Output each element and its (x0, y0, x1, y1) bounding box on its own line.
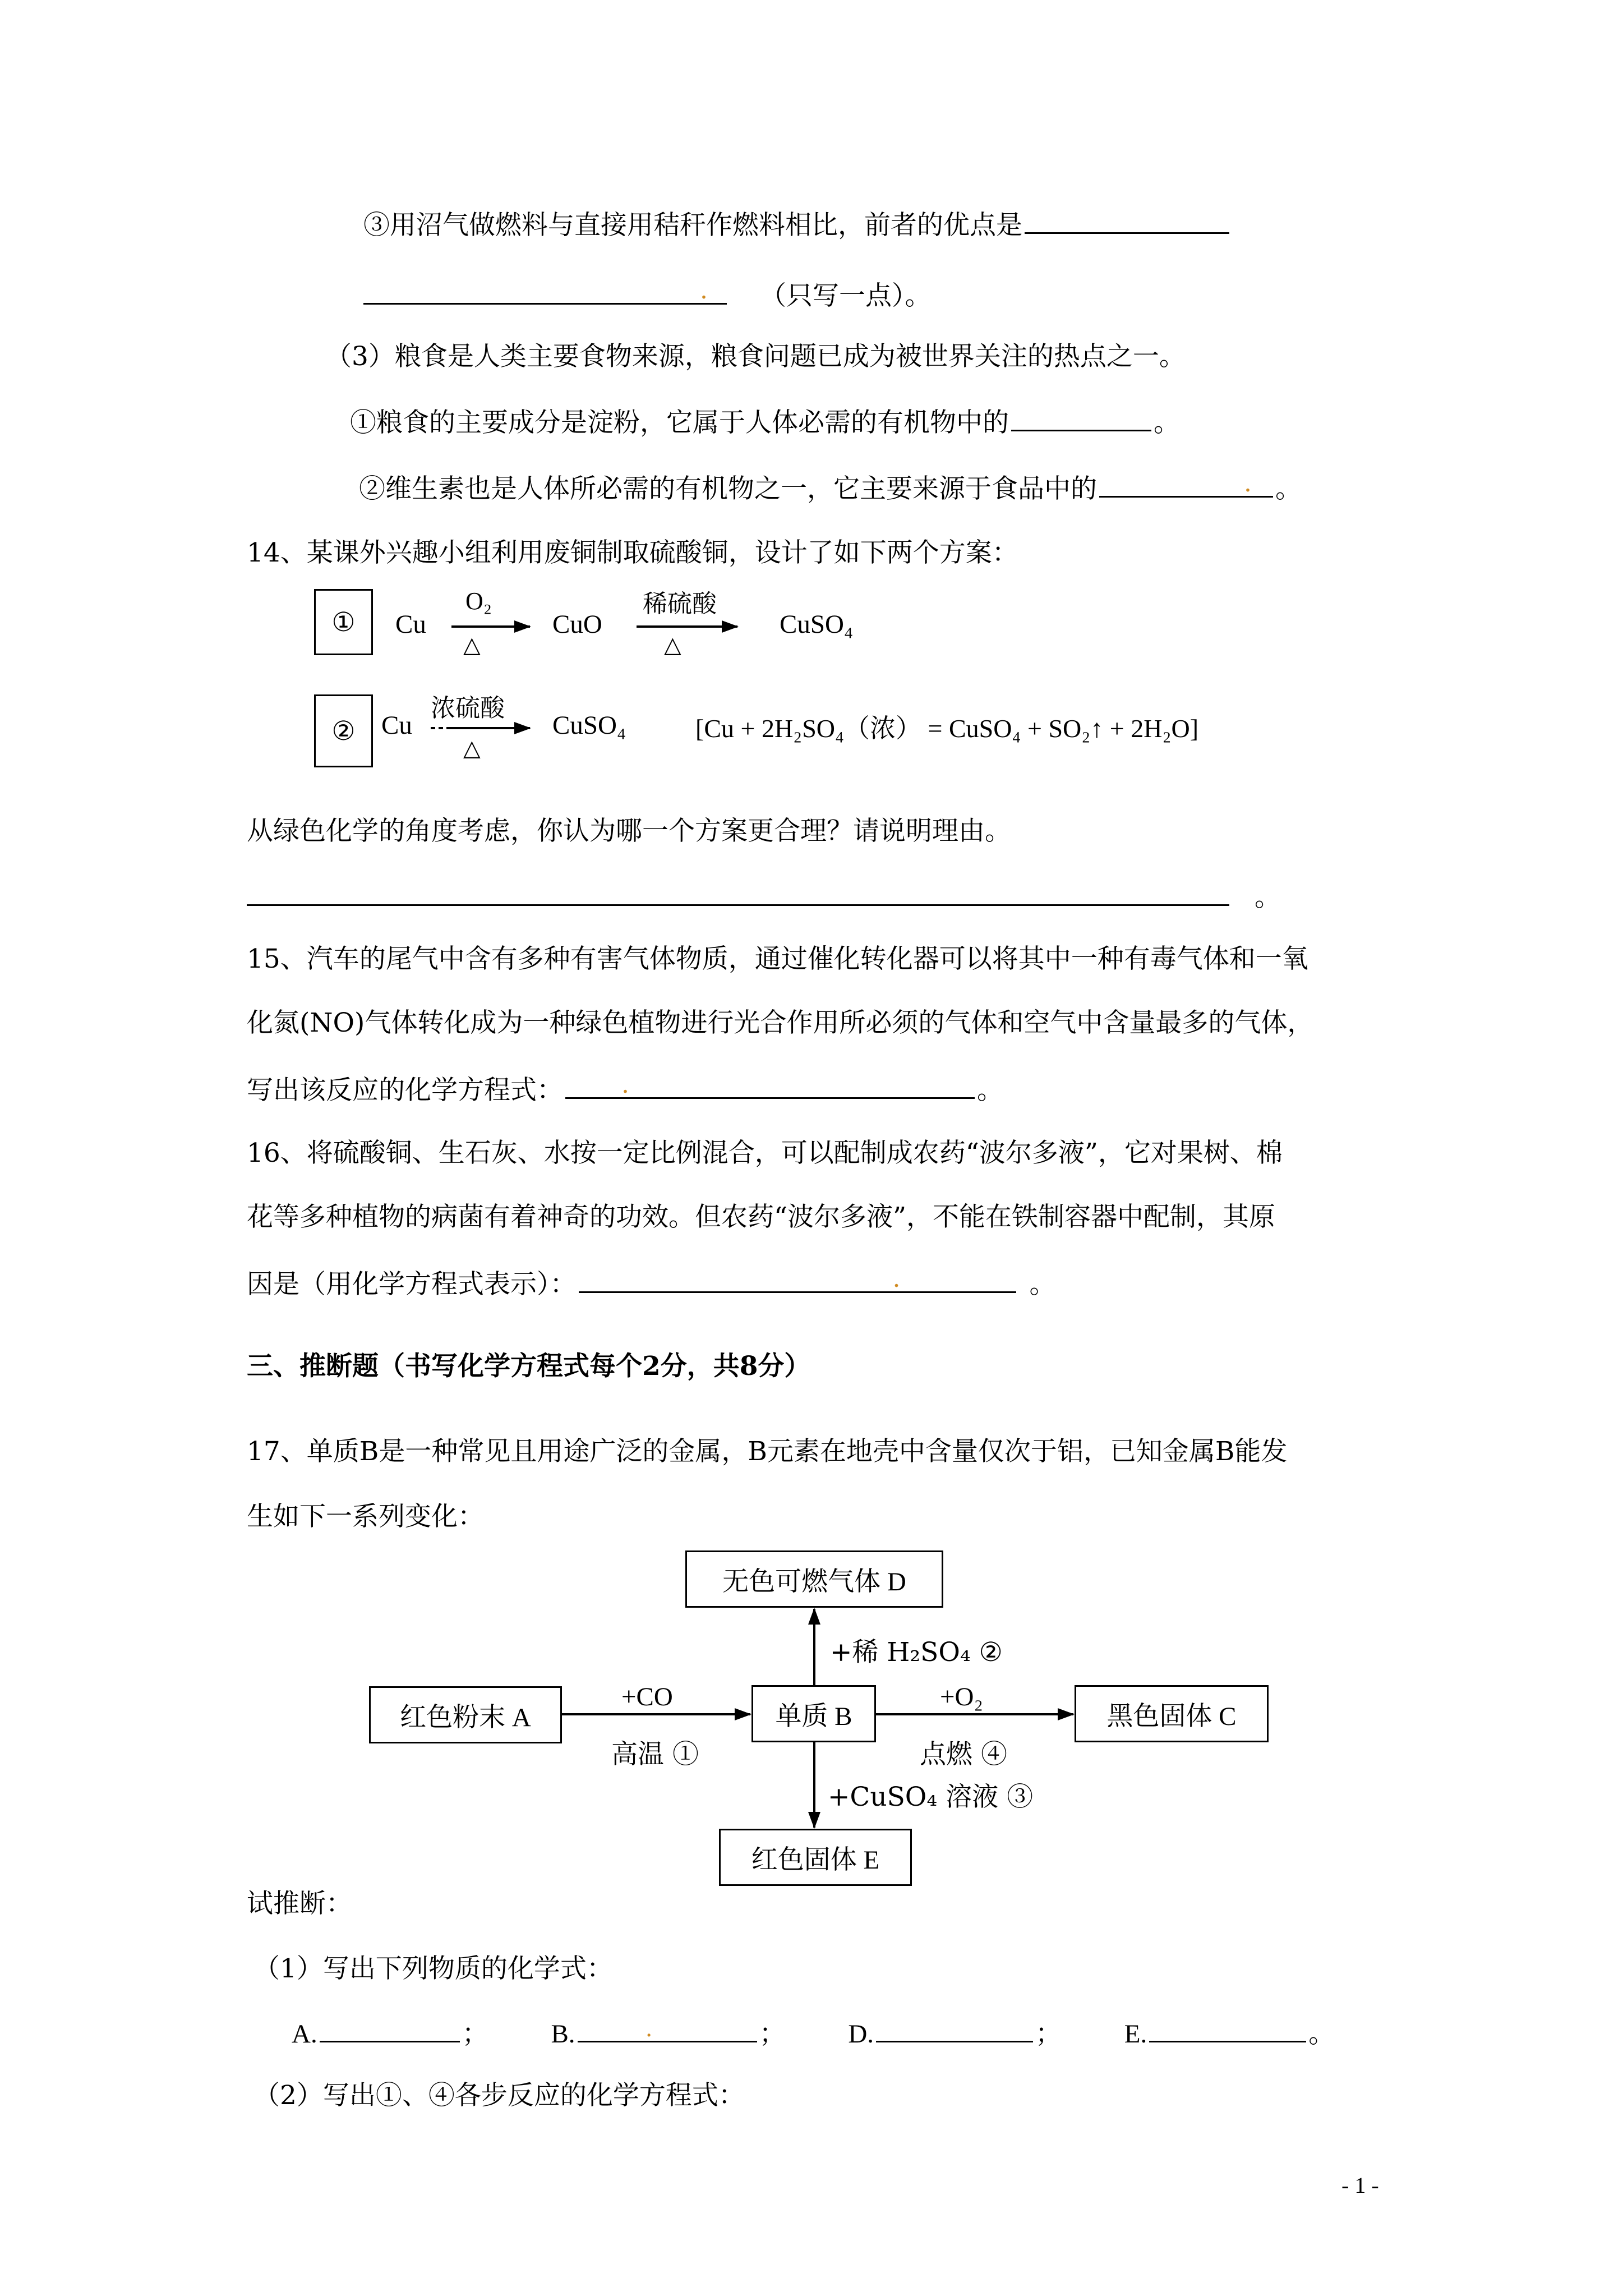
q13-sub2: ②维生素也是人体所必需的有机物之一，它主要来源于食品中的 . 。 (359, 469, 1302, 504)
q15-line3: 写出该反应的化学方程式： . 。 (247, 1070, 1003, 1106)
q13-part3: （3）粮食是人类主要食物来源，粮食问题已成为被世界关注的热点之一。 (325, 341, 1186, 372)
answer-blank-a[interactable] (320, 2016, 460, 2042)
q14-stem: 14、某课外兴趣小组利用废铜制取硫酸铜，设计了如下两个方案： (247, 537, 1018, 568)
q17-part2: （2）写出①、④各步反应的化学方程式： (253, 2080, 745, 2111)
label-ignite: 点燃 ④ (920, 1739, 1007, 1770)
label-dilute-h2so4: +稀 H₂SO₄ ② (830, 1637, 1003, 1668)
label-high-temp: 高温 ① (611, 1739, 699, 1770)
plan2-cu: Cu (381, 711, 412, 740)
q17-fill-line: A. ； B. . ； D. ； E. 。 (292, 2014, 1335, 2049)
answer-blank[interactable]: . (565, 1073, 975, 1099)
q14-question: 从绿色化学的角度考虑，你认为哪一个方案更合理？请说明理由。 (247, 816, 1011, 846)
box-solid-e: 红色固体 E (719, 1829, 912, 1886)
label-o2: +O₂ (940, 1682, 983, 1711)
q16-line3: 因是（用化学方程式表示）： . 。 (247, 1264, 1056, 1300)
answer-blank-b[interactable]: . (578, 2016, 757, 2042)
plan2-cuso4: CuSO₄ (552, 711, 626, 740)
plan1-cuso4: CuSO₄ (780, 610, 854, 639)
plan1-heat1: △ (463, 632, 481, 657)
q13-sub1: ①粮食的主要成分是淀粉，它属于人体必需的有机物中的 。 (350, 405, 1180, 439)
q13-line-b: . （只写一点）。 (363, 278, 931, 312)
q15-line1: 15、汽车的尾气中含有多种有害气体物质，通过催化转化器可以将其中一种有毒气体和一氧 (247, 944, 1308, 974)
q14-answer-line: 。 (247, 880, 1281, 913)
plan1-reagent1: O₂ (465, 587, 492, 615)
box-gas-d: 无色可燃气体 D (685, 1550, 943, 1608)
q15-line2: 化氮(NO)气体转化成为一种绿色植物进行光合作用所必须的气体和空气中含量最多的气体， (247, 1007, 1314, 1038)
plan1-reagent2: 稀硫酸 (643, 590, 717, 618)
section-3-title: 三、推断题（书写化学方程式每个2分，共8分） (247, 1351, 811, 1382)
plan2-number-box: ② (314, 694, 373, 767)
plan2-reagent: 浓硫酸 (431, 694, 505, 723)
box-solid-c: 黑色固体 C (1075, 1685, 1269, 1742)
box-powder-a: 红色粉末 A (369, 1686, 562, 1743)
plan1-cu: Cu (395, 610, 426, 639)
plan2-equation: [Cu + 2H₂SO₄（浓） = CuSO₄ + SO₂↑ + 2H₂O] (695, 714, 1199, 743)
answer-blank-d[interactable] (876, 2016, 1033, 2042)
answer-blank[interactable]: . (363, 278, 727, 305)
answer-blank[interactable]: . (1099, 471, 1273, 498)
q17-part1: （1）写出下列物质的化学式： (253, 1953, 613, 1984)
q17-line2: 生如下一系列变化： (247, 1501, 484, 1532)
plan2-heat: △ (463, 735, 481, 761)
plan1-number-box: ① (314, 589, 373, 655)
label-co: +CO (621, 1682, 673, 1711)
answer-blank-e[interactable] (1149, 2016, 1306, 2042)
q17-line1: 17、单质B是一种常见且用途广泛的金属，B元素在地壳中含量仅次于铝，已知金属B能发 (247, 1436, 1288, 1467)
label-cuso4-solution: +CuSO₄ 溶液 ③ (828, 1782, 1034, 1812)
q17-infer: 试推断： (247, 1888, 352, 1919)
answer-blank[interactable]: . (579, 1267, 1016, 1293)
box-element-b: 单质 B (751, 1685, 876, 1742)
q16-line1: 16、将硫酸铜、生石灰、水按一定比例混合，可以配制成农药“波尔多液”，它对果树、棉 (247, 1138, 1283, 1168)
q13-line-a: ③用沼气做燃料与直接用秸秆作燃料相比，前者的优点是 (363, 208, 1232, 241)
page-number: - 1 - (1341, 2173, 1379, 2198)
plan1-cuo: CuO (552, 610, 602, 639)
q16-line2: 花等多种植物的病菌有着神奇的功效。但农药“波尔多液”，不能在铁制容器中配制，其原 (247, 1202, 1276, 1232)
plan1-heat2: △ (664, 632, 681, 657)
